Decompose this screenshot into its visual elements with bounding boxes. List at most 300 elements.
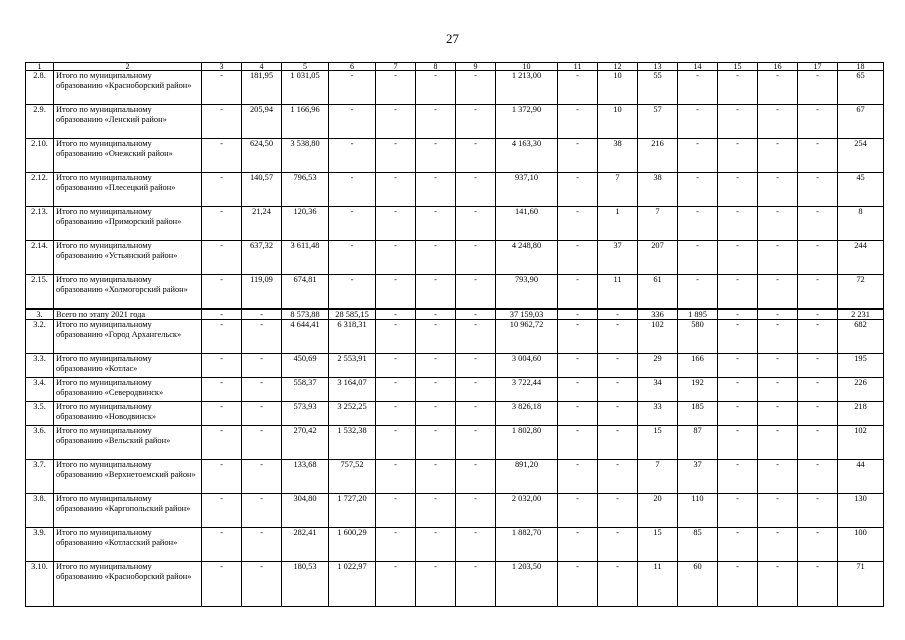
table-cell: 180,53 [282, 562, 329, 607]
table-cell: - [416, 139, 456, 173]
table-cell: 34 [638, 378, 678, 402]
table-cell: 270,42 [282, 426, 329, 460]
table-cell: 3 004,60 [496, 354, 558, 378]
table-cell: 57 [638, 105, 678, 139]
table-cell: - [558, 309, 598, 320]
table-cell: - [598, 460, 638, 494]
table-cell: - [456, 354, 496, 378]
table-cell: 61 [638, 275, 678, 309]
table-cell: - [456, 378, 496, 402]
table-row [26, 426, 884, 460]
table-cell: 637,32 [242, 241, 282, 275]
row-label-cell: Итого по муниципальному образованию «Верхнетоемский район» [54, 460, 202, 494]
table-cell: 102 [638, 320, 678, 354]
table-cell: - [798, 105, 838, 139]
table-cell: 44 [838, 460, 884, 494]
table-cell: 1 802,80 [496, 426, 558, 460]
table-cell: - [798, 460, 838, 494]
table-cell: 1 [598, 207, 638, 241]
table-cell: - [598, 426, 638, 460]
table-cell: - [242, 494, 282, 528]
table-cell: - [242, 309, 282, 320]
table-row [26, 207, 884, 241]
table-cell: - [758, 275, 798, 309]
table-cell: 38 [638, 173, 678, 207]
table-cell: 450,69 [282, 354, 329, 378]
table-cell: 15 [638, 528, 678, 562]
table-cell: 45 [838, 173, 884, 207]
row-number-cell: 2.9. [26, 105, 54, 139]
table-cell: - [718, 378, 758, 402]
table-cell: - [202, 320, 242, 354]
table-cell: - [376, 378, 416, 402]
column-header: 12 [598, 63, 638, 71]
table-cell: 11 [598, 275, 638, 309]
table-cell: 624,50 [242, 139, 282, 173]
table-cell: 937,10 [496, 173, 558, 207]
table-cell: - [416, 207, 456, 241]
table-cell: - [678, 173, 718, 207]
row-number-cell: 3.2. [26, 320, 54, 354]
table-cell: 15 [638, 426, 678, 460]
table-cell: 1 022,97 [329, 562, 376, 607]
row-label-cell: Итого по муниципальному образованию «Приморский район» [54, 207, 202, 241]
row-label-cell: Итого по муниципальному образованию «Ленский район» [54, 105, 202, 139]
table-cell: - [456, 562, 496, 607]
table-cell: - [329, 173, 376, 207]
table-row [26, 275, 884, 309]
table-cell: - [202, 309, 242, 320]
table-cell: - [678, 275, 718, 309]
table-cell: - [798, 402, 838, 426]
table-cell: 1 203,50 [496, 562, 558, 607]
table-cell: - [798, 309, 838, 320]
table-cell: 195 [838, 354, 884, 378]
table-cell: 71 [838, 562, 884, 607]
table-cell: 192 [678, 378, 718, 402]
table-cell: 254 [838, 139, 884, 173]
table-cell: - [376, 105, 416, 139]
table-cell: 3 538,80 [282, 139, 329, 173]
table-cell: 244 [838, 241, 884, 275]
table-cell: - [758, 528, 798, 562]
table-cell: - [416, 460, 456, 494]
row-number-cell: 3.9. [26, 528, 54, 562]
table-cell: 55 [638, 71, 678, 105]
table-cell: - [202, 139, 242, 173]
table-body [26, 71, 884, 607]
table-cell: - [376, 320, 416, 354]
row-label-cell: Итого по муниципальному образованию «Вельский район» [54, 426, 202, 460]
table-cell: 793,90 [496, 275, 558, 309]
table-cell: - [329, 105, 376, 139]
table-cell: 3 826,18 [496, 402, 558, 426]
table-cell: - [376, 528, 416, 562]
table-row [26, 105, 884, 139]
table-cell: 2 553,91 [329, 354, 376, 378]
table-cell: - [202, 207, 242, 241]
table-cell: 4 644,41 [282, 320, 329, 354]
table-cell: - [798, 320, 838, 354]
table-cell: - [456, 426, 496, 460]
table-cell: 166 [678, 354, 718, 378]
table-cell: 60 [678, 562, 718, 607]
table-cell: - [416, 309, 456, 320]
table-cell: 1 372,90 [496, 105, 558, 139]
table-cell: 100 [838, 528, 884, 562]
table-cell: - [329, 71, 376, 105]
table-cell: 6 318,31 [329, 320, 376, 354]
table-cell: - [678, 241, 718, 275]
table-cell: - [798, 207, 838, 241]
table-cell: 796,53 [282, 173, 329, 207]
table-cell: - [329, 241, 376, 275]
row-number-cell: 2.14. [26, 241, 54, 275]
table-cell: - [798, 241, 838, 275]
table-cell: - [758, 402, 798, 426]
table-cell: - [416, 71, 456, 105]
table-cell: - [558, 378, 598, 402]
row-number-cell: 3.4. [26, 378, 54, 402]
table-cell: - [416, 378, 456, 402]
row-label-cell: Итого по муниципальному образованию «Новодвинск» [54, 402, 202, 426]
table-cell: - [758, 241, 798, 275]
table-cell: - [718, 320, 758, 354]
table-cell: 10 [598, 105, 638, 139]
table-cell: 8 [838, 207, 884, 241]
table-cell: 4 248,80 [496, 241, 558, 275]
column-header: 15 [718, 63, 758, 71]
table-cell: - [416, 426, 456, 460]
table-row [26, 402, 884, 426]
table-cell: - [376, 139, 416, 173]
table-cell: - [718, 105, 758, 139]
table-cell: 87 [678, 426, 718, 460]
table-cell: 21,24 [242, 207, 282, 241]
row-label-cell: Всего по этапу 2021 года [54, 309, 202, 320]
table-cell: 282,41 [282, 528, 329, 562]
row-label-cell: Итого по муниципальному образованию «Онежский район» [54, 139, 202, 173]
table-cell: - [598, 494, 638, 528]
table-cell: - [456, 105, 496, 139]
table-cell: - [202, 426, 242, 460]
table-cell: 85 [678, 528, 718, 562]
table-cell: - [558, 402, 598, 426]
table-cell: - [678, 105, 718, 139]
row-label-cell: Итого по муниципальному образованию «Каргопольский район» [54, 494, 202, 528]
row-number-cell: 3.10. [26, 562, 54, 607]
row-label-cell: Итого по муниципальному образованию «Холмогорский район» [54, 275, 202, 309]
table-cell: - [416, 354, 456, 378]
column-header: 10 [496, 63, 558, 71]
row-label-cell: Итого по муниципальному образованию «Котлас» [54, 354, 202, 378]
table-cell: - [678, 207, 718, 241]
table-cell: 37 [678, 460, 718, 494]
row-number-cell: 3.6. [26, 426, 54, 460]
table-cell: - [456, 275, 496, 309]
column-header: 1 [26, 63, 54, 71]
table-cell: - [678, 71, 718, 105]
table-cell: - [376, 460, 416, 494]
table-cell: - [242, 402, 282, 426]
table-cell: - [598, 528, 638, 562]
table-cell: - [558, 354, 598, 378]
table-cell: - [558, 562, 598, 607]
table-row [26, 378, 884, 402]
table-cell: - [558, 528, 598, 562]
table-cell: 67 [838, 105, 884, 139]
table-cell: - [416, 562, 456, 607]
row-label-cell: Итого по муниципальному образованию «Плесецкий район» [54, 173, 202, 207]
table-cell: 674,81 [282, 275, 329, 309]
table-cell: - [758, 354, 798, 378]
table-cell: - [456, 494, 496, 528]
table-cell: - [718, 207, 758, 241]
table-cell: - [242, 378, 282, 402]
table-cell: - [758, 105, 798, 139]
table-cell: - [202, 354, 242, 378]
table-cell: - [718, 460, 758, 494]
table-cell: - [598, 378, 638, 402]
table-row [26, 139, 884, 173]
table-cell: - [456, 207, 496, 241]
table-cell: - [416, 275, 456, 309]
table-cell: - [798, 562, 838, 607]
row-number-cell: 3.8. [26, 494, 54, 528]
table-cell: 110 [678, 494, 718, 528]
table-cell: - [758, 207, 798, 241]
column-header: 16 [758, 63, 798, 71]
row-number-cell: 2.10. [26, 139, 54, 173]
row-label-cell: Итого по муниципальному образованию «Северодвинск» [54, 378, 202, 402]
table-cell: - [558, 275, 598, 309]
table-cell: - [758, 139, 798, 173]
table-cell: 682 [838, 320, 884, 354]
page-number: 27 [446, 31, 459, 46]
table-cell: - [416, 320, 456, 354]
table-cell: - [718, 354, 758, 378]
table-cell: - [798, 354, 838, 378]
table-cell: - [456, 309, 496, 320]
row-label-cell: Итого по муниципальному образованию «Котласский район» [54, 528, 202, 562]
table-cell: 3 611,48 [282, 241, 329, 275]
table-cell: - [558, 71, 598, 105]
table-cell: - [456, 528, 496, 562]
table-cell: - [798, 173, 838, 207]
table-cell: - [718, 275, 758, 309]
table-cell: - [329, 139, 376, 173]
table-cell: - [598, 402, 638, 426]
table-cell: 37 [598, 241, 638, 275]
table-cell: - [558, 173, 598, 207]
table-cell: 65 [838, 71, 884, 105]
table-cell: - [558, 460, 598, 494]
column-header: 6 [329, 63, 376, 71]
table-cell: 10 [598, 71, 638, 105]
row-number-cell: 2.8. [26, 71, 54, 105]
table-cell: 130 [838, 494, 884, 528]
table-row [26, 320, 884, 354]
table-row [26, 354, 884, 378]
table-cell: - [456, 402, 496, 426]
table-cell: - [758, 494, 798, 528]
row-number-cell: 2.12. [26, 173, 54, 207]
row-number-cell: 3. [26, 309, 54, 320]
table-cell: 185 [678, 402, 718, 426]
table-cell: 218 [838, 402, 884, 426]
table-cell: - [598, 309, 638, 320]
table-cell: - [242, 426, 282, 460]
table-row [26, 562, 884, 607]
table-cell: - [202, 71, 242, 105]
table-cell: - [242, 460, 282, 494]
table-cell: - [558, 139, 598, 173]
table-cell: - [456, 460, 496, 494]
table-cell: 580 [678, 320, 718, 354]
row-label-cell: Итого по муниципальному образованию «Красноборский район» [54, 562, 202, 607]
table-cell: - [416, 173, 456, 207]
table-cell: 72 [838, 275, 884, 309]
table-row [26, 528, 884, 562]
table-cell: - [558, 426, 598, 460]
table-cell: - [598, 320, 638, 354]
table-cell: - [242, 320, 282, 354]
table-cell: - [376, 207, 416, 241]
data-table [25, 62, 884, 607]
table-cell: - [758, 562, 798, 607]
table-cell: - [376, 241, 416, 275]
table-cell: - [558, 105, 598, 139]
table-cell: 216 [638, 139, 678, 173]
table-cell: - [718, 494, 758, 528]
table-cell: - [376, 426, 416, 460]
table-header [26, 63, 884, 71]
table-cell: - [202, 562, 242, 607]
table-cell: 140,57 [242, 173, 282, 207]
table-cell: 7 [638, 207, 678, 241]
table-cell: 336 [638, 309, 678, 320]
table-cell: - [202, 378, 242, 402]
table-cell: 1 166,96 [282, 105, 329, 139]
table-cell: - [758, 309, 798, 320]
table-cell: - [329, 207, 376, 241]
column-header: 7 [376, 63, 416, 71]
table-cell: 8 573,88 [282, 309, 329, 320]
table-cell: 205,94 [242, 105, 282, 139]
table-cell: - [376, 562, 416, 607]
table-cell: - [242, 562, 282, 607]
table-cell: - [376, 402, 416, 426]
table-cell: 37 159,03 [496, 309, 558, 320]
column-header: 5 [282, 63, 329, 71]
row-label-cell: Итого по муниципальному образованию «Красноборский район» [54, 71, 202, 105]
table-cell: - [456, 173, 496, 207]
table-cell: 1 031,05 [282, 71, 329, 105]
table-cell: - [416, 494, 456, 528]
column-header: 9 [456, 63, 496, 71]
table-cell: - [758, 173, 798, 207]
table-row [26, 309, 884, 320]
table-cell: 207 [638, 241, 678, 275]
table-cell: 558,37 [282, 378, 329, 402]
table-cell: 3 164,07 [329, 378, 376, 402]
table-cell: - [242, 354, 282, 378]
table-cell: - [456, 139, 496, 173]
table-cell: 7 [638, 460, 678, 494]
table-cell: - [598, 562, 638, 607]
table-cell: - [798, 275, 838, 309]
table-cell: 10 962,72 [496, 320, 558, 354]
table-cell: 4 163,30 [496, 139, 558, 173]
table-cell: 3 722,44 [496, 378, 558, 402]
table-cell: 29 [638, 354, 678, 378]
row-number-cell: 3.3. [26, 354, 54, 378]
table-cell: - [718, 528, 758, 562]
column-header: 2 [54, 63, 202, 71]
table-cell: - [718, 426, 758, 460]
table-row [26, 460, 884, 494]
table-cell: - [798, 528, 838, 562]
table-cell: 2 032,00 [496, 494, 558, 528]
column-header: 17 [798, 63, 838, 71]
table-cell: - [718, 562, 758, 607]
table-cell: - [718, 71, 758, 105]
table-cell: 181,95 [242, 71, 282, 105]
table-cell: - [678, 139, 718, 173]
table-cell: - [456, 320, 496, 354]
table-cell: 304,80 [282, 494, 329, 528]
table-cell: - [456, 241, 496, 275]
table-cell: - [598, 354, 638, 378]
table-row [26, 71, 884, 105]
table-cell: 1 532,38 [329, 426, 376, 460]
column-header: 4 [242, 63, 282, 71]
table-cell: 7 [598, 173, 638, 207]
table-cell: - [202, 460, 242, 494]
table-cell: - [416, 241, 456, 275]
table-cell: - [798, 426, 838, 460]
table-cell: - [798, 71, 838, 105]
table-cell: - [202, 105, 242, 139]
table-cell: 1 895 [678, 309, 718, 320]
table-cell: 1 882,70 [496, 528, 558, 562]
table-cell: - [376, 173, 416, 207]
column-header: 8 [416, 63, 456, 71]
table-cell: - [758, 378, 798, 402]
table-cell: - [376, 354, 416, 378]
table-cell: 1 600,29 [329, 528, 376, 562]
table-cell: - [558, 241, 598, 275]
table-cell: - [202, 241, 242, 275]
table-cell: - [798, 494, 838, 528]
row-number-cell: 3.7. [26, 460, 54, 494]
table-cell: - [558, 207, 598, 241]
table-cell: 891,20 [496, 460, 558, 494]
column-header: 11 [558, 63, 598, 71]
table-cell: 141,60 [496, 207, 558, 241]
table-cell: 11 [638, 562, 678, 607]
table-cell: - [202, 275, 242, 309]
table-cell: - [718, 241, 758, 275]
table-cell: 3 252,25 [329, 402, 376, 426]
table-cell: - [718, 139, 758, 173]
table-cell: - [718, 173, 758, 207]
table-cell: 133,68 [282, 460, 329, 494]
table-cell: - [558, 320, 598, 354]
table-cell: 33 [638, 402, 678, 426]
table-cell: 757,52 [329, 460, 376, 494]
table-cell: 226 [838, 378, 884, 402]
